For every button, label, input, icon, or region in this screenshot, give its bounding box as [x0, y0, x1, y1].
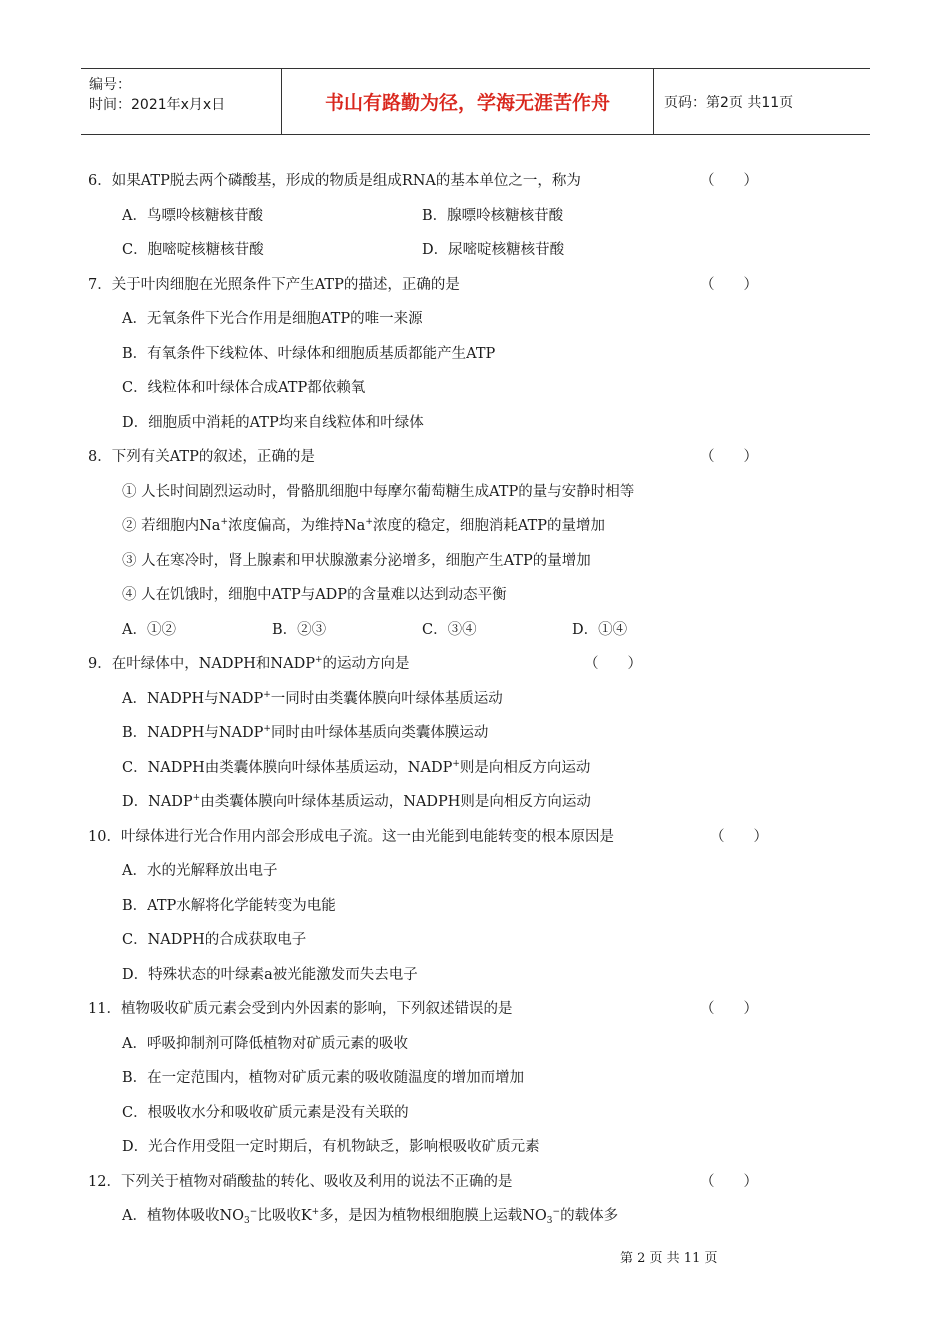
question-6 [88, 164, 778, 199]
option-a [88, 1199, 778, 1234]
option-b: B．腺嘌呤核糖核苷酸 [422, 207, 564, 224]
options-row [88, 233, 778, 268]
question-stem: 的运动方向是 [322, 656, 410, 672]
option-c: C．根吸收水分和吸收矿质元素是没有关联的 [122, 1104, 409, 1121]
charge-sup: + [365, 517, 373, 527]
option-text: 则是向相反方向运动 [459, 759, 591, 776]
option-text: C．NADPH由类囊体膜向叶绿体基质运动，NADP [122, 759, 453, 776]
question-stem: 11．植物吸收矿质元素会受到内外因素的影响，下列叙述错误的是 [88, 1001, 513, 1017]
option-a: A．①② [122, 621, 176, 638]
question-8 [88, 440, 778, 475]
option-c [88, 751, 778, 786]
option-c: C．③④ [422, 621, 477, 638]
answer-bracket: （ ） [700, 173, 758, 189]
page-footer: 第 2 页 共 11 页 [620, 1251, 718, 1266]
option-a: A．鸟嘌呤核糖核苷酸 [122, 207, 263, 224]
option-d: D．尿嘧啶核糖核苷酸 [422, 242, 565, 258]
serial-label: 编号： [89, 77, 131, 93]
statement-2 [88, 509, 778, 544]
question-stem: 8．下列有关ATP的叙述，正确的是 [88, 449, 315, 465]
charge-sup: + [311, 1207, 320, 1217]
answer-bracket: （ ） [700, 1001, 758, 1017]
statement-text: 浓度的稳定，细胞消耗ATP的量增加 [372, 518, 605, 534]
option-c: C．线粒体和叶绿体合成ATP都依赖氧 [122, 380, 366, 396]
option-d: D．①④ [572, 621, 628, 638]
option-a: A．水的光解释放出电子 [122, 863, 278, 879]
option-b: B．ATP水解将化学能转变为电能 [122, 897, 336, 914]
statement-text: 浓度偏高，为维持Na [228, 518, 366, 534]
option-text: D．NADP [122, 794, 193, 810]
charge-sup: + [452, 758, 460, 769]
question-stem: 12．下列关于植物对硝酸盐的转化、吸收及利用的说法不正确的是 [88, 1173, 513, 1190]
question-7 [88, 268, 778, 303]
option-d: D．光合作用受阻一定时期后，有机物缺乏，影响根吸收矿质元素 [122, 1139, 540, 1155]
answer-bracket: （ ） [700, 1173, 758, 1190]
answer-bracket: （ ） [584, 656, 642, 672]
charge-sup: + [263, 724, 271, 734]
option-text: 多，是因为植物根细胞膜上运载NO [319, 1208, 547, 1224]
header-motto: 书山有路勤为径，学海无涯苦作舟 [281, 69, 654, 134]
charge-sup: − [249, 1207, 258, 1217]
question-list [88, 164, 778, 1234]
option-text: 由类囊体膜向叶绿体基质运动，NADPH则是向相反方向运动 [200, 794, 591, 810]
option-text: A．NADPH与NADP [122, 690, 264, 707]
question-stem: 6．如果ATP脱去两个磷酸基，形成的物质是组成RNA的基本单位之一，称为 [88, 173, 581, 189]
option-text: 比吸收K [257, 1208, 312, 1224]
question-9 [88, 647, 778, 682]
statement-3: ③ 人在寒冷时，肾上腺素和甲状腺激素分泌增多，细胞产生ATP的量增加 [122, 552, 591, 569]
question-12 [88, 1165, 778, 1200]
option-a: A．呼吸抑制剂可降低植物对矿质元素的吸收 [122, 1035, 408, 1052]
answer-bracket: （ ） [700, 449, 758, 465]
option-d: D．细胞质中消耗的ATP均来自线粒体和叶绿体 [122, 414, 424, 431]
option-b: B．在一定范围内，植物对矿质元素的吸收随温度的增加而增加 [122, 1070, 525, 1086]
answer-bracket: （ ） [700, 276, 758, 293]
option-text: B．NADPH与NADP [122, 725, 264, 741]
answer-bracket: （ ） [710, 828, 768, 845]
options-row [88, 613, 778, 648]
header-meta [81, 69, 281, 134]
question-stem: 10．叶绿体进行光合作用内部会形成电子流。这一由光能到电能转变的根本原因是 [88, 828, 614, 845]
option-c: C．NADPH的合成获取电子 [122, 932, 307, 948]
charge-sup: + [192, 793, 201, 803]
question-11 [88, 992, 778, 1027]
option-a [88, 682, 778, 717]
option-d: D．特殊状态的叶绿素a被光能激发而失去电子 [122, 966, 418, 983]
statement-text: ② 若细胞内Na [122, 518, 221, 534]
option-b: B．有氧条件下线粒体、叶绿体和细胞质基质都能产生ATP [122, 345, 496, 362]
option-b [88, 716, 778, 751]
subscript: 3 [546, 1216, 553, 1226]
statement-4: ④ 人在饥饿时，细胞中ATP与ADP的含量难以达到动态平衡 [122, 587, 507, 603]
statement-1: ① 人长时间剧烈运动时，骨骼肌细胞中每摩尔葡萄糖生成ATP的量与安静时相等 [122, 483, 635, 500]
question-10 [88, 820, 778, 855]
question-stem: 9．在叶绿体中，NADPH和NADP [88, 656, 315, 672]
option-c: C．胞嘧啶核糖核苷酸 [122, 242, 264, 258]
page-header [81, 68, 870, 135]
option-d [88, 785, 778, 820]
option-b: B．②③ [272, 621, 327, 638]
option-a: A．无氧条件下光合作用是细胞ATP的唯一来源 [122, 311, 423, 327]
option-text: 一同时由类囊体膜向叶绿体基质运动 [270, 690, 503, 707]
option-text: A．植物体吸收NO [122, 1208, 245, 1224]
charge-sup: + [263, 689, 271, 700]
subscript: 3 [244, 1216, 250, 1226]
question-stem: 7．关于叶肉细胞在光照条件下产生ATP的描述，正确的是 [88, 276, 460, 293]
charge-sup: − [552, 1207, 561, 1217]
time-label: 时间：2021年x月x日 [89, 97, 226, 113]
charge-sup: + [220, 517, 228, 527]
charge-sup: + [314, 655, 323, 665]
header-page-info: 页码：第2页 共11页 [664, 94, 794, 111]
option-text: 同时由叶绿体基质向类囊体膜运动 [270, 725, 489, 741]
options-row [88, 199, 778, 234]
option-text: 的载体多 [560, 1208, 619, 1224]
